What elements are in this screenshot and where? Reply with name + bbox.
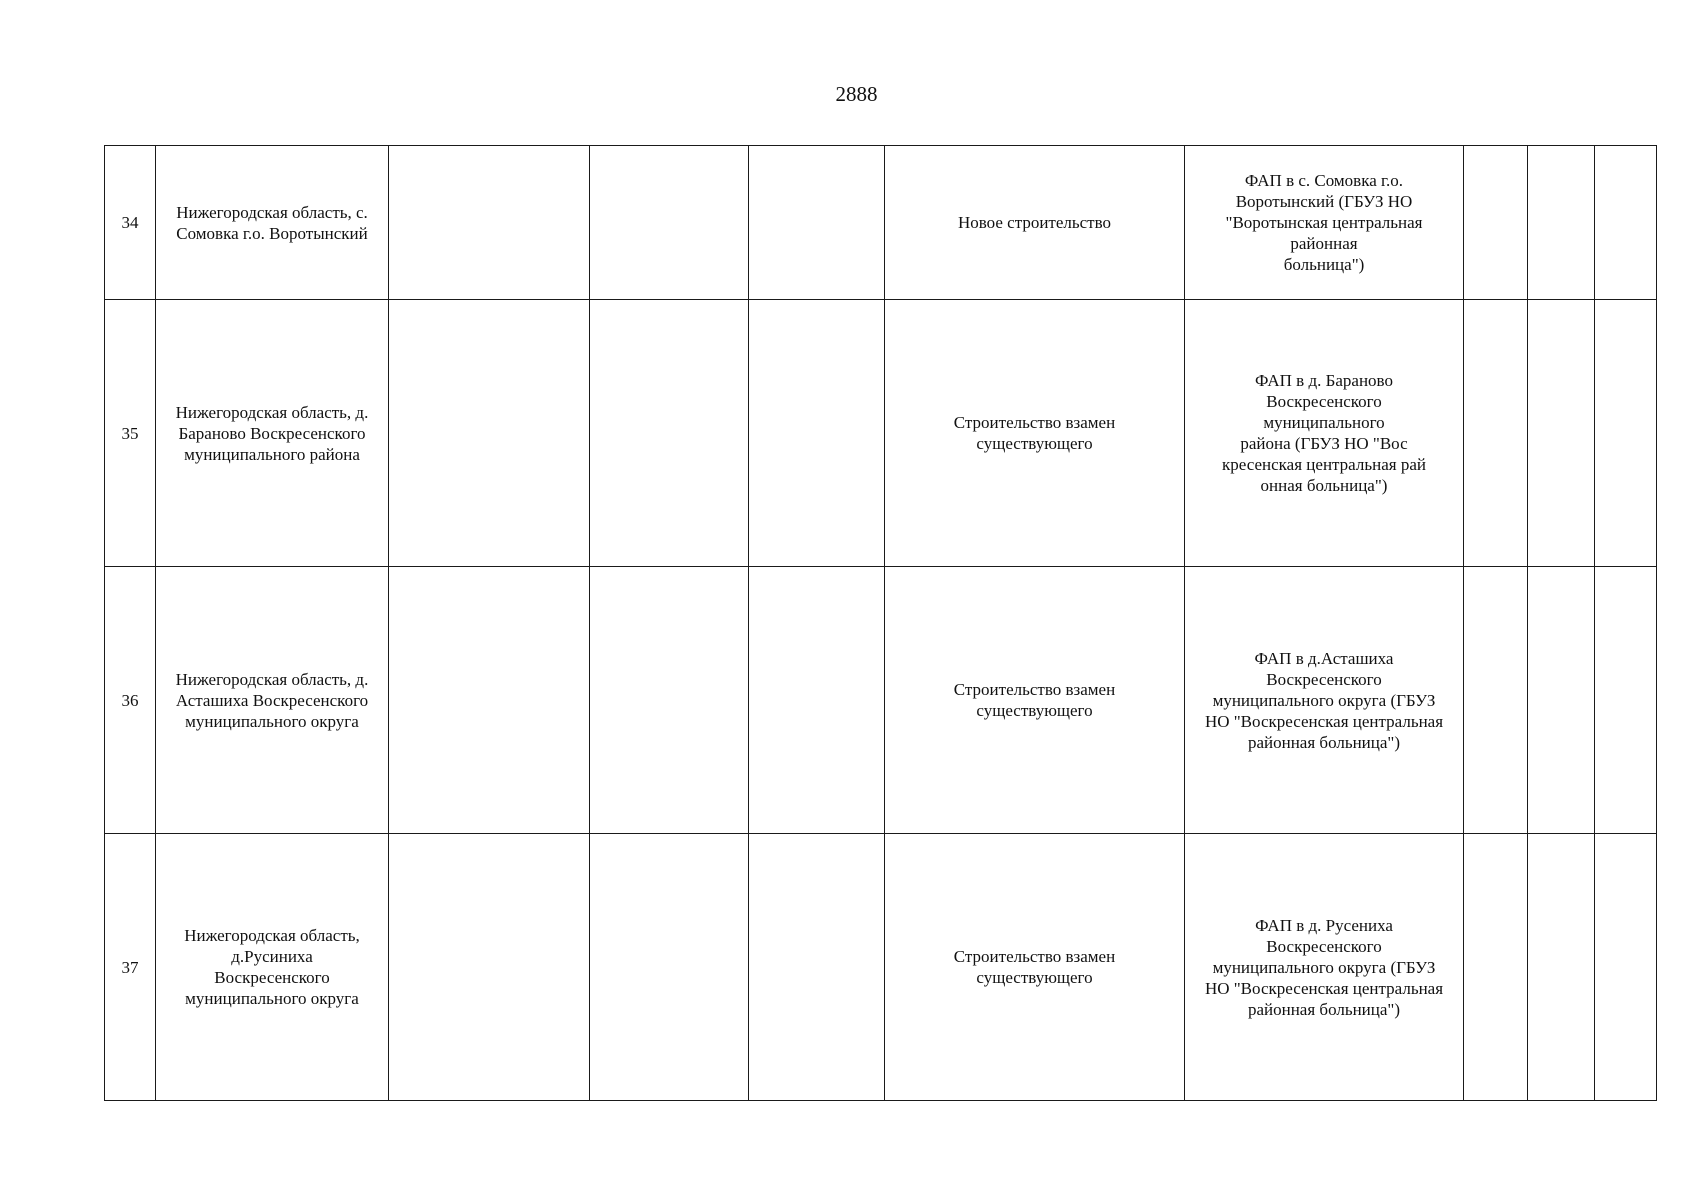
work-type-cell: Строительство взамен существующего (885, 567, 1185, 834)
empty-cell (590, 146, 749, 300)
table-row (105, 146, 1657, 300)
location-cell: Нижегородская область, д. Асташиха Воскресенского муниципального округа (156, 567, 389, 834)
row-number: 37 (105, 834, 156, 1101)
empty-cell (590, 300, 749, 567)
empty-cell (1595, 146, 1657, 300)
empty-cell (1528, 834, 1595, 1101)
empty-cell (1464, 834, 1528, 1101)
empty-cell (1595, 300, 1657, 567)
empty-cell (749, 146, 885, 300)
empty-cell (389, 146, 590, 300)
data-table (104, 145, 1657, 1101)
empty-cell (590, 567, 749, 834)
empty-cell (1595, 834, 1657, 1101)
empty-cell (389, 834, 590, 1101)
row-number: 35 (105, 300, 156, 567)
row-number: 36 (105, 567, 156, 834)
object-cell: ФАП в д. Русениха Воскресенского муниципального округа (ГБУЗ НО "Воскресенская центральная районная больница") (1185, 834, 1464, 1101)
location-cell: Нижегородская область, с. Сомовка г.о. Воротынский (156, 146, 389, 300)
empty-cell (389, 300, 590, 567)
empty-cell (749, 300, 885, 567)
empty-cell (749, 567, 885, 834)
location-cell: Нижегородская область, д.Русиниха Воскресенского муниципального округа (156, 834, 389, 1101)
empty-cell (749, 834, 885, 1101)
object-cell: ФАП в с. Сомовка г.о. Воротынский (ГБУЗ НО "Воротынская центральная районная больница") (1185, 146, 1464, 300)
work-type-cell: Новое строительство (885, 146, 1185, 300)
empty-cell (590, 834, 749, 1101)
empty-cell (389, 567, 590, 834)
empty-cell (1464, 300, 1528, 567)
empty-cell (1528, 146, 1595, 300)
empty-cell (1464, 146, 1528, 300)
table-row (105, 834, 1657, 1101)
empty-cell (1528, 567, 1595, 834)
work-type-cell: Строительство взамен существующего (885, 834, 1185, 1101)
empty-cell (1528, 300, 1595, 567)
page-number: 2888 (835, 82, 878, 106)
table-row (105, 300, 1657, 567)
table-row (105, 567, 1657, 834)
row-number: 34 (105, 146, 156, 300)
location-cell: Нижегородская область, д. Бараново Воскресенского муниципального района (156, 300, 389, 567)
object-cell: ФАП в д.Асташиха Воскресенского муниципального округа (ГБУЗ НО "Воскресенская центральная районная больница") (1185, 567, 1464, 834)
empty-cell (1595, 567, 1657, 834)
object-cell: ФАП в д. Бараново Воскресенского муниципального района (ГБУЗ НО "Вос кресенская центральная рай онная больница") (1185, 300, 1464, 567)
work-type-cell: Строительство взамен существующего (885, 300, 1185, 567)
empty-cell (1464, 567, 1528, 834)
